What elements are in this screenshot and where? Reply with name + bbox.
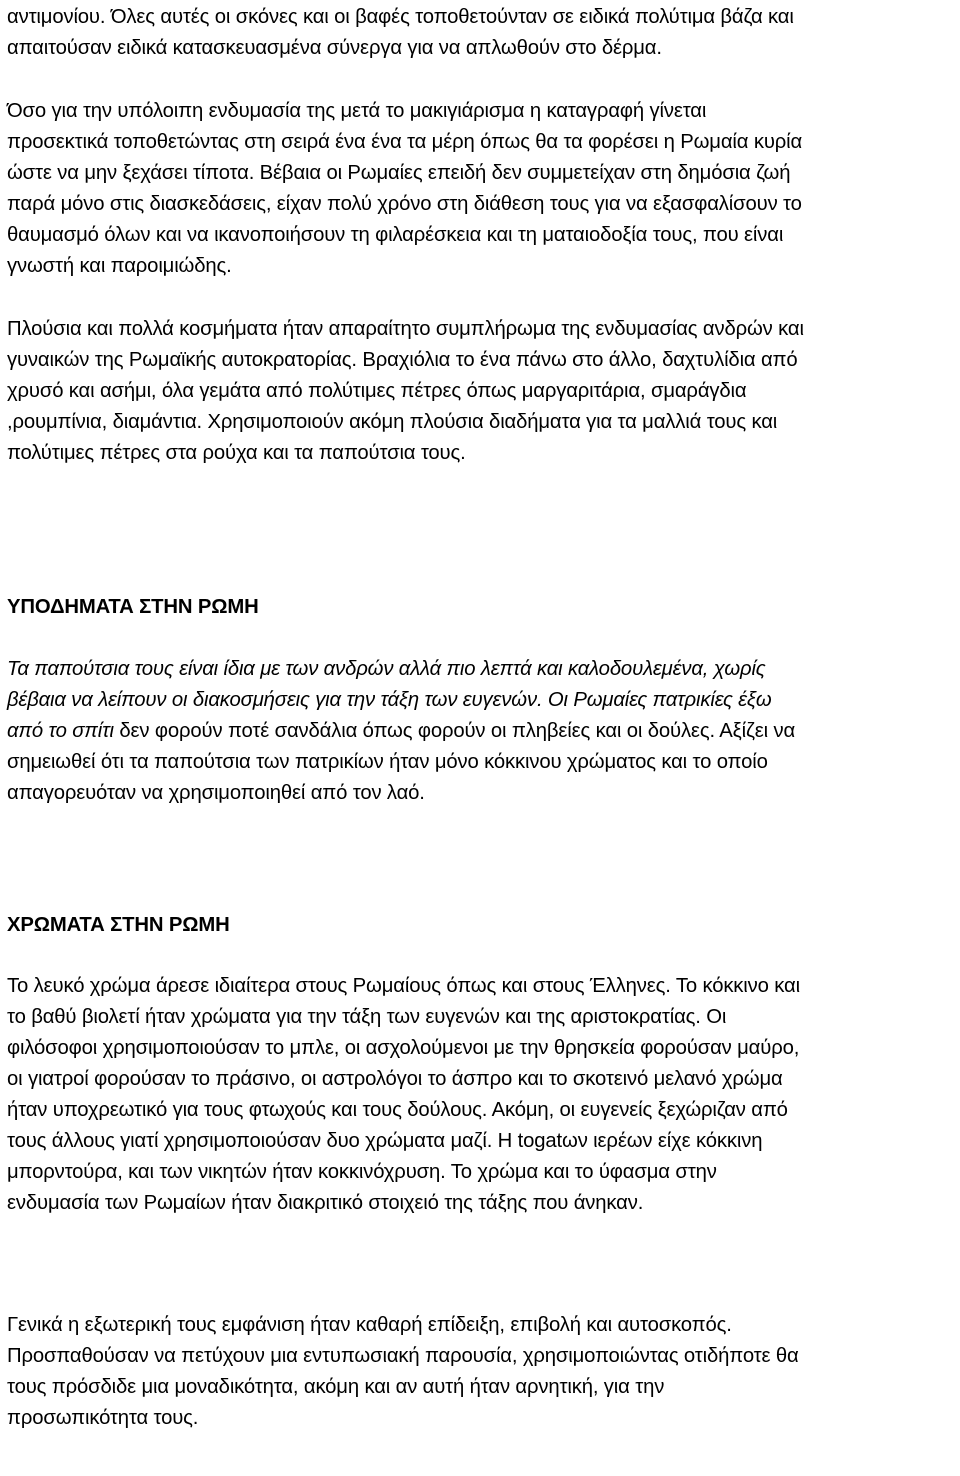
text-line: ,ρουμπίνια, διαμάντια. Χρησιμοποιούν ακόμη πλούσια διαδήματα για τα μαλλιά τους και — [7, 411, 778, 433]
section-heading-shoes: ΥΠΟΔΗΜΑΤΑ ΣΤΗΝ ΡΩΜΗ — [7, 596, 259, 618]
text-line: γνωστή και παροιμιώδης. — [7, 255, 232, 277]
text-line: ήταν υποχρεωτικό για τους φτωχούς και τους δούλους. Ακόμη, οι ευγενείς ξεχώριζαν από — [7, 1099, 788, 1121]
text-line: πολύτιμες πέτρες στα ρούχα και τα παπούτσια τους. — [7, 442, 466, 464]
section-heading-colors: ΧΡΩΜΑΤΑ ΣΤΗΝ ΡΩΜΗ — [7, 914, 230, 936]
text-line: οι γιατροί φορούσαν το πράσινο, οι αστρολόγοι το άσπρο και το σκοτεινό μελανό χρώμα — [7, 1068, 783, 1090]
text-span: από το σπίτι — [7, 720, 114, 742]
text-line: τους άλλους γιατί χρησιμοποιούσαν δυο χρώματα μαζί. Η togatων ιερέων είχε κόκκινη — [7, 1130, 763, 1152]
text-line: Το λευκό χρώμα άρεσε ιδιαίτερα στους Ρωμαίους όπως και στους Έλληνες. Το κόκκινο και — [7, 975, 800, 997]
text-line: ενδυμασία των Ρωμαίων ήταν διακριτικό στοιχειό της τάξης που άνηκαν. — [7, 1192, 644, 1214]
text-span: δεν φορούν ποτέ σανδάλια όπως φορούν οι πληβείες και οι δούλες. Αξίζει να — [113, 720, 796, 742]
text-line: απαιτούσαν ειδικά κατασκευασμένα σύνεργα για να απλωθούν στο δέρμα. — [7, 37, 662, 59]
text-line: προσεκτικά τοποθετώντας στη σειρά ένα ένα τα μέρη όπως θα τα φορέσει η Ρωμαία κυρία — [7, 131, 803, 153]
text-line: Όσο για την υπόλοιπη ενδυμασία της μετά το μακιγιάρισμα η καταγραφή γίνεται — [7, 100, 707, 122]
text-line: αντιμονίου. Όλες αυτές οι σκόνες και οι βαφές τοποθετούνταν σε ειδικά πολύτιμα βάζα και — [7, 6, 794, 28]
text-line: μπορντούρα, και των νικητών ήταν κοκκινόχρυση. Το χρώμα και το ύφασμα στην — [7, 1161, 717, 1183]
text-span: βέβαια να λείπουν οι διακοσμήσεις για την τάξη των ευγενών. — [7, 689, 543, 711]
text-line: τους πρόσδιδε μια μοναδικότητα, ακόμη και αν αυτή ήταν αρνητική, για την — [7, 1376, 665, 1398]
text-line — [7, 685, 771, 716]
text-line: παρά μόνο στις διασκεδάσεις, είχαν πολύ χρόνο στη διάθεση τους για να εξασφαλίσουν το — [7, 193, 802, 215]
text-line: Γενικά η εξωτερική τους εμφάνιση ήταν καθαρή επίδειξη, επιβολή και αυτοσκοπός. — [7, 1314, 732, 1336]
text-span: Οι Ρωμαίες πατρικίες έξω — [542, 689, 772, 711]
text-line: προσωπικότητα τους. — [7, 1407, 199, 1429]
text-line: Τα παπούτσια τους είναι ίδια με των ανδρών αλλά πιο λεπτά και καλοδουλεμένα, χωρίς — [7, 658, 766, 680]
text-line: φιλόσοφοι χρησιμοποιούσαν το μπλε, οι ασχολούμενοι με την θρησκεία φορούσαν μαύρο, — [7, 1037, 800, 1059]
text-line: Προσπαθούσαν να πετύχουν μια εντυπωσιακή παρουσία, χρησιμοποιώντας οτιδήποτε θα — [7, 1345, 799, 1367]
text-line: γυναικών της Ρωμαϊκής αυτοκρατορίας. Βραχιόλια το ένα πάνω στο άλλο, δαχτυλίδια από — [7, 349, 798, 371]
text-line: ώστε να μην ξεχάσει τίποτα. Βέβαια οι Ρωμαίες επειδή δεν συμμετείχαν στη δημόσια ζωή — [7, 162, 791, 184]
text-line: σημειωθεί ότι τα παπούτσια των πατρικίων ήταν μόνο κόκκινου χρώματος και το οποίο — [7, 751, 768, 773]
text-line: το βαθύ βιολετί ήταν χρώματα για την τάξη των ευγενών και της αριστοκρατίας. Οι — [7, 1006, 727, 1028]
text-line: απαγορευόταν να χρησιμοποιηθεί από τον λαό. — [7, 782, 425, 804]
text-line: θαυμασμό όλων και να ικανοποιήσουν τη φιλαρέσκεια και τη ματαιοδοξία τους, που είναι — [7, 224, 784, 246]
text-line — [7, 716, 795, 747]
text-line: Πλούσια και πολλά κοσμήματα ήταν απαραίτητο συμπλήρωμα της ενδυμασίας ανδρών και — [7, 318, 804, 340]
text-line: χρυσό και ασήμι, όλα γεμάτα από πολύτιμες πέτρες όπως μαργαριτάρια, σμαράγδια — [7, 380, 747, 402]
